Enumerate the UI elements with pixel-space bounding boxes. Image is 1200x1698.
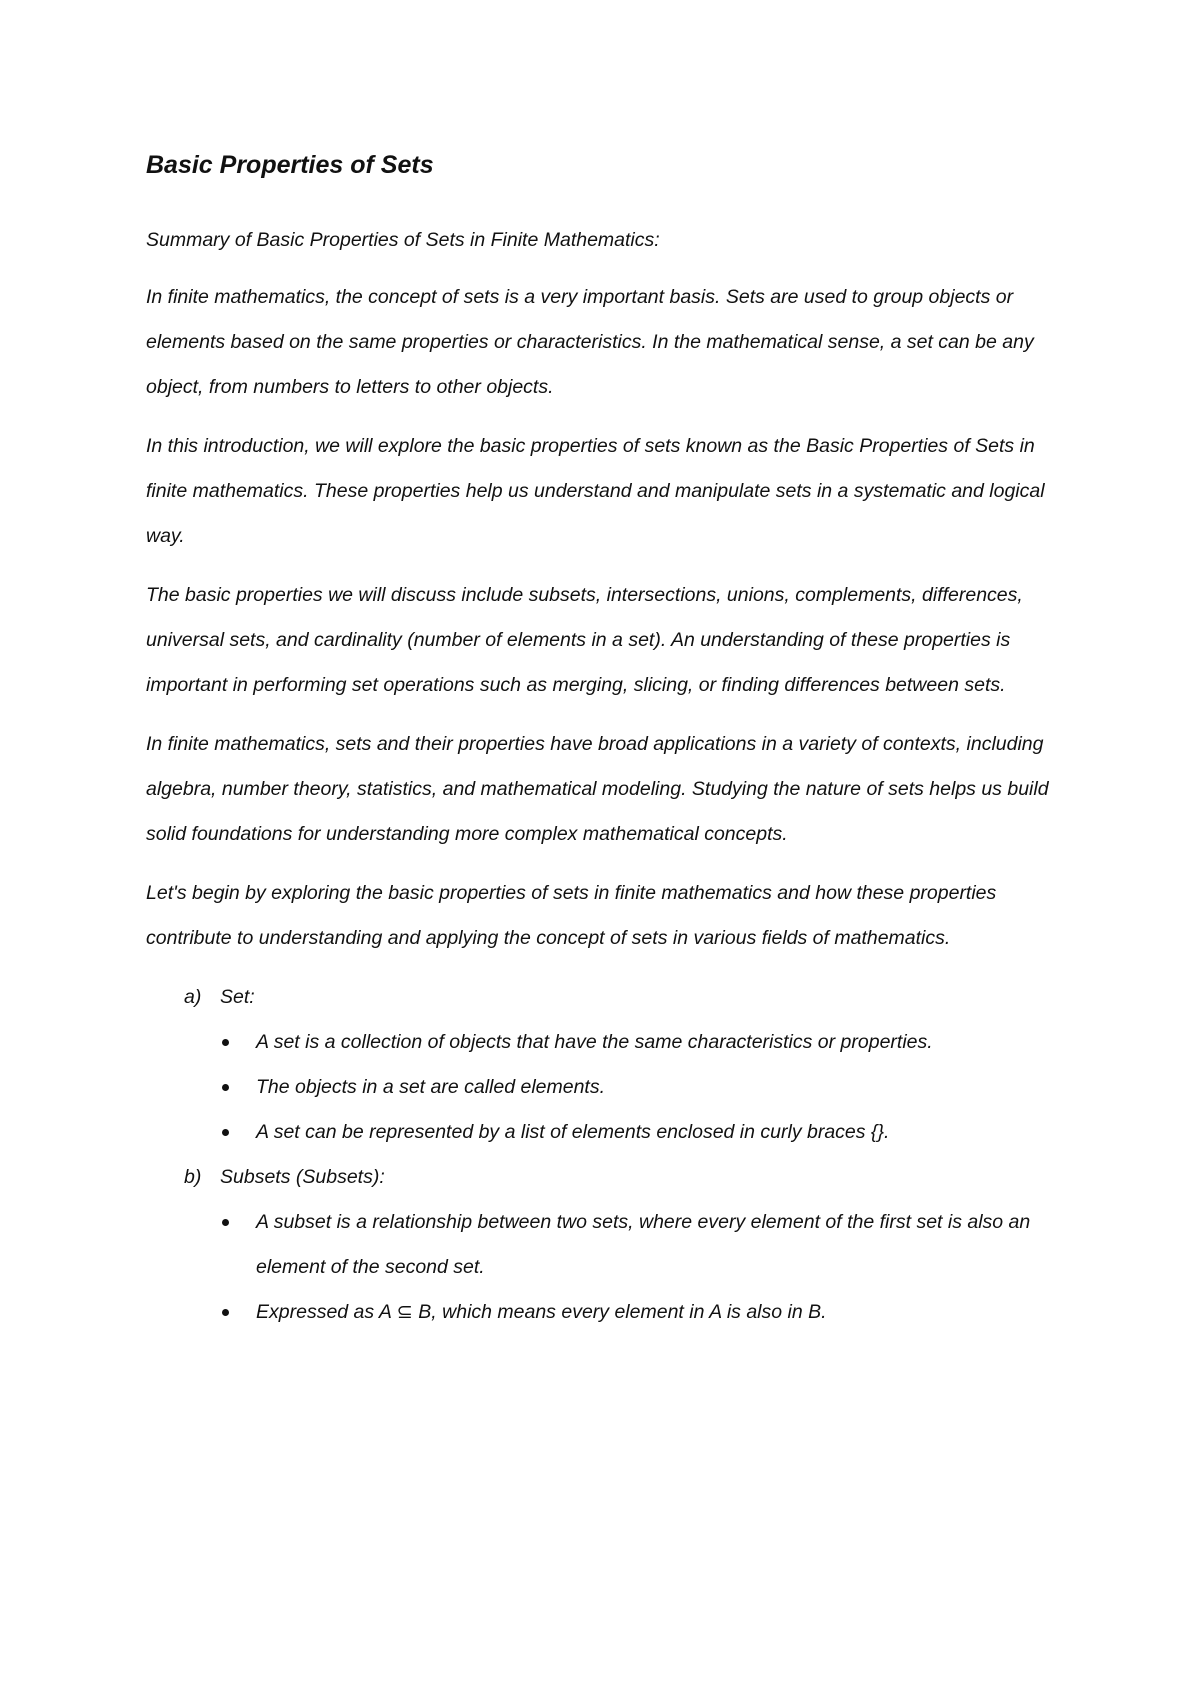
body-paragraph: Let's begin by exploring the basic properties of sets in finite mathematics and how these properties contribute to understanding and applying the concept of sets in various fields of mathematics. [146, 882, 997, 949]
body-paragraph: In finite mathematics, sets and their properties have broad applications in a variety of contexts, including algebra, number theory, statistics, and mathematical modeling. Studying the nature of sets helps us build solid foundations for understanding more complex mathematical concepts. [146, 733, 1049, 845]
list-item [146, 1020, 1066, 1065]
bullet-icon [222, 1129, 229, 1136]
document-body [146, 148, 1066, 1335]
list-item [146, 1200, 1066, 1290]
list-item [146, 1290, 1066, 1335]
list-heading-text: Subsets (Subsets): [220, 1166, 385, 1188]
list-item-text: A subset is a relationship between two sets, where every element of the first set is also an element of the second set. [256, 1211, 1031, 1278]
list-heading-subsets [146, 1155, 1066, 1200]
body-paragraph: In finite mathematics, the concept of sets is a very important basis. Sets are used to group objects or elements based on the same properties or characteristics. In the mathematical sense, a set can be any object, from numbers to letters to other objects. [146, 286, 1034, 398]
bullet-icon [222, 1084, 229, 1091]
bullet-icon [222, 1309, 229, 1316]
list-item-text: A set is a collection of objects that have the same characteristics or properties. [256, 1031, 933, 1053]
bullet-icon [222, 1039, 229, 1046]
list-item-text: A set can be represented by a list of elements enclosed in curly braces {}. [256, 1121, 890, 1143]
list-heading-set [146, 975, 1066, 1020]
bullet-icon [222, 1219, 229, 1226]
list-item [146, 1110, 1066, 1155]
list-marker: b) [184, 1166, 202, 1188]
list-marker: a) [184, 986, 202, 1008]
list-item-text: Expressed as A ⊆ B, which means every element in A is also in B. [256, 1301, 827, 1323]
list-item-text: The objects in a set are called elements. [256, 1076, 606, 1098]
list-item [146, 1065, 1066, 1110]
page-title: Basic Properties of Sets [146, 151, 434, 179]
body-paragraph: In this introduction, we will explore the basic properties of sets known as the Basic Properties of Sets in finite mathematics. These properties help us understand and manipulate sets in a systematic and logical way. [146, 435, 1045, 547]
summary-line: Summary of Basic Properties of Sets in Finite Mathematics: [146, 229, 660, 251]
list-heading-text: Set: [220, 986, 255, 1008]
body-paragraph: The basic properties we will discuss include subsets, intersections, unions, complements, differences, universal sets, and cardinality (number of elements in a set). An understanding of these properties is important in performing set operations such as merging, slicing, or finding differences between sets. [146, 584, 1023, 696]
properties-list [146, 975, 1066, 1335]
